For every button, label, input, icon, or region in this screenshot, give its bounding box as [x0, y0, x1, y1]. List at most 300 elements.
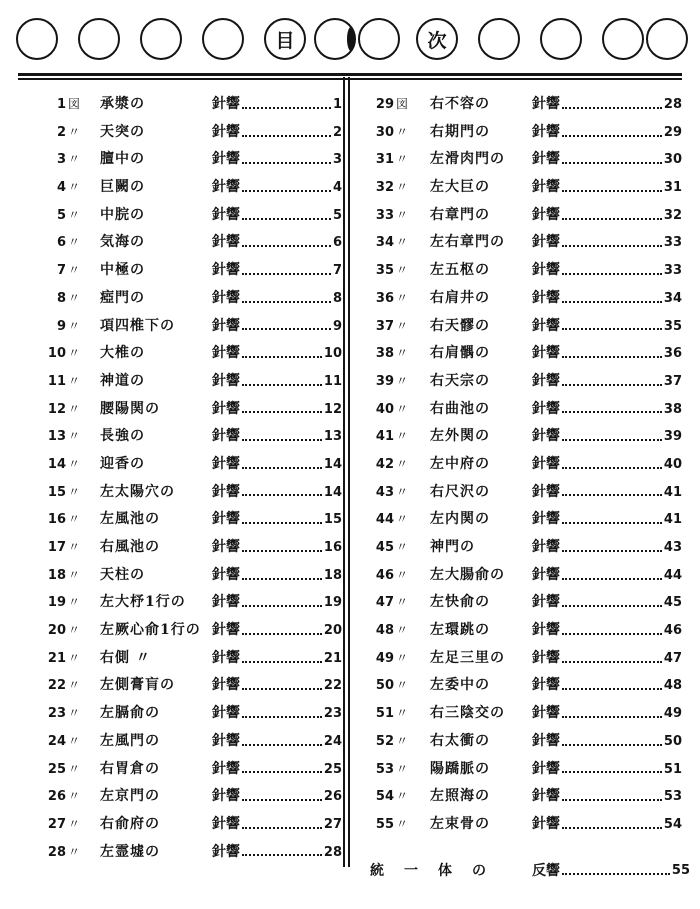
entry-number: 37	[375, 318, 394, 334]
column-divider	[348, 77, 350, 867]
entry-leader	[212, 589, 342, 617]
entry-figure-mark: 〃	[396, 318, 409, 333]
entry-figure-mark: 〃	[68, 456, 81, 471]
entry-page: 33	[663, 235, 682, 251]
entry-leader	[212, 811, 342, 839]
entry-leader	[532, 857, 690, 885]
entry-term: 針響	[532, 815, 560, 832]
dot-leader	[242, 245, 331, 247]
entry-name: 左京門の	[100, 788, 160, 805]
dot-leader	[242, 744, 322, 746]
dot-leader	[242, 799, 322, 801]
entry-number: 23	[47, 706, 66, 722]
toc-entry	[362, 396, 690, 424]
dot-leader	[562, 633, 662, 635]
entry-name: 中脘の	[100, 206, 145, 223]
entry-leader	[532, 340, 682, 368]
entry-page: 47	[663, 650, 682, 666]
toc-entry	[362, 285, 690, 313]
entry-name: 左中府の	[430, 455, 490, 472]
toc-entry	[18, 783, 346, 811]
toc-entry	[362, 506, 690, 534]
entry-term: 針響	[212, 123, 240, 140]
entry-number: 41	[375, 429, 394, 445]
toc-entry	[362, 700, 690, 728]
entry-number: 29	[375, 97, 394, 112]
entry-name: 腰陽関の	[100, 400, 160, 417]
entry-term: 針響	[212, 594, 240, 611]
entry-figure-mark: 〃	[396, 678, 409, 693]
entry-leader	[212, 174, 342, 202]
entry-page: 19	[323, 595, 342, 611]
toc-entry	[362, 783, 690, 811]
entry-term: 針響	[212, 372, 240, 389]
entry-page: 28	[323, 844, 342, 860]
entry-figure-mark: 〃	[396, 540, 409, 554]
entry-figure-mark: 〃	[68, 401, 81, 416]
entry-leader	[532, 756, 682, 784]
entry-leader	[212, 756, 342, 784]
toc-entry	[18, 91, 346, 119]
entry-name: 天柱の	[100, 566, 145, 583]
entry-page: 21	[323, 650, 342, 666]
entry-term: 針響	[212, 428, 240, 445]
entry-name: 左束骨の	[430, 815, 490, 832]
toc-entry	[18, 229, 346, 257]
entry-term: 針響	[212, 151, 240, 168]
toc-entry	[362, 451, 690, 479]
dot-leader	[242, 356, 322, 358]
dot-leader	[242, 550, 322, 552]
toc-entry	[362, 811, 690, 839]
entry-name: 左大巨の	[430, 179, 490, 196]
entry-term: 針響	[212, 539, 240, 555]
dot-leader	[562, 605, 662, 607]
entry-term: 針響	[532, 677, 560, 694]
entry-figure-mark: 〃	[68, 512, 81, 527]
toc-entry	[18, 285, 346, 313]
entry-term: 針響	[532, 511, 560, 528]
entry-leader	[212, 617, 342, 645]
toc-entry	[18, 672, 346, 700]
entry-page: 46	[663, 623, 682, 639]
entry-page: 36	[663, 346, 682, 362]
toc-entry	[18, 340, 346, 368]
entry-leader	[212, 396, 342, 424]
entry-name: 長強の	[100, 428, 145, 445]
dot-leader	[562, 771, 662, 773]
toc-entry	[362, 728, 690, 756]
entry-page: 55	[671, 863, 690, 878]
entry-term: 針響	[212, 289, 240, 306]
dot-leader	[242, 273, 331, 275]
entry-page: 49	[663, 706, 682, 722]
dot-leader	[242, 439, 322, 441]
entry-number: 53	[375, 761, 394, 777]
entry-term: 針響	[532, 179, 560, 196]
toc-entry	[362, 146, 690, 174]
entry-number: 54	[375, 789, 394, 805]
entry-page: 22	[323, 678, 342, 694]
entry-term: 針響	[532, 206, 560, 223]
header-circle	[602, 18, 644, 60]
entry-page: 1	[332, 97, 342, 112]
entry-figure-mark: 〃	[68, 235, 81, 250]
entry-leader	[212, 423, 342, 451]
entry-figure-mark: 〃	[68, 124, 81, 139]
entry-figure-mark: 〃	[68, 180, 81, 195]
entry-term: 針響	[212, 511, 240, 528]
entry-figure-mark: 〃	[68, 290, 81, 305]
entry-number: 28	[47, 844, 66, 860]
toc-entry	[362, 229, 690, 257]
entry-number: 2	[56, 124, 66, 140]
entry-leader	[532, 783, 682, 811]
entry-figure-mark: 〃	[396, 595, 409, 610]
entry-term: 針響	[532, 234, 560, 251]
entry-name: 左風池の	[100, 511, 160, 528]
entry-leader	[212, 313, 342, 341]
entry-page: 29	[663, 124, 682, 140]
entry-page: 23	[323, 706, 342, 722]
entry-name: 左大杼1行の	[100, 594, 186, 611]
entry-page: 4	[332, 180, 342, 196]
entry-number: 13	[47, 429, 66, 445]
dot-leader	[562, 301, 662, 303]
entry-number: 17	[47, 540, 66, 555]
entry-page: 40	[663, 456, 682, 472]
dot-leader	[562, 411, 662, 413]
dot-leader	[562, 135, 662, 137]
entry-name: 左太陽穴の	[100, 483, 175, 500]
entry-leader	[532, 285, 682, 313]
dot-leader	[562, 328, 662, 330]
entry-leader	[532, 396, 682, 424]
entry-term: 針響	[212, 206, 240, 223]
entry-page: 7	[332, 263, 342, 279]
entry-number: 55	[375, 816, 394, 832]
entry-leader	[212, 645, 342, 673]
dot-leader	[562, 873, 670, 875]
dot-leader	[562, 162, 662, 164]
entry-page: 30	[663, 152, 682, 168]
toc-entry	[18, 174, 346, 202]
entry-page: 14	[323, 456, 342, 472]
entry-page: 3	[332, 152, 342, 168]
entry-number: 12	[47, 401, 66, 417]
entry-number: 49	[375, 650, 394, 666]
toc-entry	[362, 645, 690, 673]
entry-page: 14	[323, 484, 342, 500]
toc-entry	[362, 534, 690, 562]
entry-name: 左膈俞の	[100, 705, 160, 722]
entry-number: 44	[375, 512, 394, 528]
entry-name: 大椎の	[100, 345, 145, 362]
entry-figure-mark: 〃	[68, 844, 81, 859]
toc-entry	[362, 340, 690, 368]
entry-figure-mark: 〃	[396, 789, 409, 804]
entry-term: 針響	[532, 317, 560, 334]
entry-page: 41	[663, 484, 682, 500]
entry-name: 左快俞の	[430, 594, 490, 611]
entry-leader	[532, 257, 682, 285]
entry-number: 7	[56, 263, 66, 279]
toc-entry	[18, 146, 346, 174]
entry-number: 32	[375, 180, 394, 196]
toc-entry	[362, 257, 690, 285]
toc-column-left	[18, 91, 346, 866]
dot-leader	[242, 218, 331, 220]
entry-leader	[532, 700, 682, 728]
entry-name: 左霊墟の	[100, 843, 160, 860]
entry-name: 右三陰交の	[430, 705, 505, 722]
entry-figure-mark: 〃	[68, 623, 81, 638]
entry-leader	[532, 645, 682, 673]
toc-entry	[362, 756, 690, 784]
entry-term: 針響	[212, 455, 240, 472]
entry-term: 針響	[212, 760, 240, 777]
header-circle	[202, 18, 244, 60]
entry-term: 針響	[212, 677, 240, 694]
entry-leader	[212, 119, 342, 147]
entry-leader	[212, 202, 342, 230]
entry-leader	[212, 728, 342, 756]
entry-figure-mark: 図	[68, 97, 81, 111]
entry-figure-mark: 〃	[68, 484, 81, 499]
entry-page: 39	[663, 429, 682, 445]
entry-leader	[532, 368, 682, 396]
entry-figure-mark: 〃	[396, 235, 409, 250]
entry-number: 8	[56, 290, 66, 306]
entry-page: 9	[332, 318, 342, 334]
header-rule-thin	[18, 78, 682, 80]
entry-term: 針響	[532, 400, 560, 417]
header-circle	[358, 18, 400, 60]
entry-term: 針響	[532, 428, 560, 445]
toc-entry	[362, 119, 690, 147]
entry-number: 3	[56, 152, 66, 168]
entry-number: 6	[56, 235, 66, 251]
entry-number: 26	[47, 789, 66, 805]
entry-number: 43	[375, 484, 394, 500]
entry-term: 針響	[532, 262, 560, 279]
entry-number: 48	[375, 623, 394, 639]
entry-leader	[532, 146, 682, 174]
dot-leader	[562, 744, 662, 746]
entry-figure-mark: 〃	[68, 650, 81, 665]
entry-term: 針響	[212, 732, 240, 749]
entry-name: 迎香の	[100, 455, 145, 472]
entry-page: 8	[332, 290, 342, 306]
entry-page: 28	[663, 97, 682, 112]
dot-leader	[242, 384, 322, 386]
entry-page: 35	[663, 318, 682, 334]
entry-name: 神門の	[430, 539, 475, 555]
toc-entry	[18, 534, 346, 562]
entry-number: 15	[47, 484, 66, 500]
entry-term: 針響	[212, 843, 240, 860]
entry-leader	[532, 617, 682, 645]
entry-term: 反響	[532, 863, 560, 879]
entry-term: 針響	[532, 732, 560, 749]
entry-number: 11	[47, 373, 66, 389]
dot-leader	[242, 661, 322, 663]
entry-figure-mark: 〃	[68, 789, 81, 804]
dot-leader	[562, 494, 662, 496]
dot-leader	[242, 716, 322, 718]
entry-leader	[212, 839, 342, 867]
entry-term: 針響	[212, 179, 240, 196]
entry-page: 43	[663, 540, 682, 555]
toc-entry	[18, 811, 346, 839]
entry-term: 針響	[212, 345, 240, 362]
entry-term: 針響	[212, 400, 240, 417]
entry-figure-mark: 〃	[396, 152, 409, 167]
entry-page: 20	[323, 623, 342, 639]
entry-term: 針響	[532, 705, 560, 722]
entry-page: 41	[663, 512, 682, 528]
toc-entry	[362, 91, 690, 119]
entry-name: 右胃倉の	[100, 760, 160, 777]
entry-leader	[532, 811, 682, 839]
entry-number: 19	[47, 595, 66, 611]
entry-number: 36	[375, 290, 394, 306]
entry-leader	[212, 700, 342, 728]
dot-leader	[242, 522, 322, 524]
dot-leader	[242, 633, 322, 635]
entry-number: 25	[47, 761, 66, 777]
toc-entry	[362, 617, 690, 645]
entry-name: 右不容の	[430, 96, 490, 112]
entry-number: 9	[56, 318, 66, 334]
entry-number: 46	[375, 567, 394, 583]
entry-page: 25	[323, 761, 342, 777]
entry-figure-mark: 〃	[396, 373, 409, 388]
entry-term: 針響	[212, 788, 240, 805]
entry-number: 10	[47, 346, 66, 362]
entry-figure-mark: 〃	[68, 678, 81, 693]
entry-number: 50	[375, 678, 394, 694]
entry-leader	[212, 506, 342, 534]
entry-figure-mark: 〃	[68, 816, 81, 831]
toc-entry	[362, 368, 690, 396]
entry-term: 針響	[212, 649, 240, 666]
header-circle	[478, 18, 520, 60]
entry-number: 16	[47, 512, 66, 528]
entry-page: 16	[323, 540, 342, 555]
entry-figure-mark: 〃	[396, 180, 409, 195]
entry-page: 18	[323, 567, 342, 583]
toc-entry	[18, 728, 346, 756]
entry-term: 針響	[532, 345, 560, 362]
entry-page: 48	[663, 678, 682, 694]
dot-leader	[562, 550, 662, 552]
entry-figure-mark: 〃	[396, 567, 409, 582]
entry-figure-mark: 〃	[396, 456, 409, 471]
entry-figure-mark: 〃	[68, 207, 81, 222]
dot-leader	[562, 273, 662, 275]
entry-leader	[532, 174, 682, 202]
dot-leader	[562, 716, 662, 718]
entry-page: 38	[663, 401, 682, 417]
dot-leader	[242, 301, 331, 303]
dot-leader	[562, 688, 662, 690]
header-circle	[78, 18, 120, 60]
dot-leader	[242, 605, 322, 607]
entry-name: 右肩髃の	[430, 345, 490, 362]
entry-number: 22	[47, 678, 66, 694]
header-title-right: 次	[416, 18, 458, 60]
dot-leader	[242, 135, 331, 137]
entry-name: 右天髎の	[430, 317, 490, 334]
entry-leader	[532, 562, 682, 590]
entry-name: 承漿の	[100, 96, 145, 112]
entry-figure-mark: 〃	[68, 346, 81, 361]
entry-name: 陽蹻脈の	[430, 760, 490, 777]
toc-entry	[18, 839, 346, 867]
entry-leader	[212, 451, 342, 479]
entry-figure-mark: 〃	[68, 733, 81, 748]
entry-leader	[532, 589, 682, 617]
entry-leader	[532, 119, 682, 147]
entry-leader	[212, 783, 342, 811]
dot-leader	[562, 384, 662, 386]
toc-entry	[362, 589, 690, 617]
entry-figure-mark: 〃	[68, 567, 81, 582]
toc-entry	[18, 700, 346, 728]
entry-leader	[532, 479, 682, 507]
entry-name: 左環跳の	[430, 622, 490, 639]
entry-term: 針響	[532, 566, 560, 583]
toc-entry	[362, 423, 690, 451]
entry-page: 2	[332, 124, 342, 140]
entry-number: 30	[375, 124, 394, 140]
toc-entry	[18, 589, 346, 617]
entry-page: 12	[323, 401, 342, 417]
entry-figure-mark: 〃	[68, 318, 81, 333]
entry-name: 統一体の	[370, 863, 506, 879]
entry-number: 42	[375, 456, 394, 472]
entry-figure-mark: 〃	[396, 733, 409, 748]
entry-figure-mark: 〃	[396, 290, 409, 305]
entry-page: 45	[663, 595, 682, 611]
entry-figure-mark: 〃	[68, 706, 81, 721]
entry-number: 34	[375, 235, 394, 251]
entry-number: 38	[375, 346, 394, 362]
entry-term: 針響	[212, 705, 240, 722]
entry-figure-mark: 〃	[396, 401, 409, 416]
entry-figure-mark: 図	[396, 97, 409, 111]
toc-entry	[18, 396, 346, 424]
entry-figure-mark: 〃	[68, 761, 81, 776]
header-circle	[16, 18, 58, 60]
entry-term: 針響	[212, 483, 240, 500]
entry-figure-mark: 〃	[396, 207, 409, 222]
entry-leader	[212, 146, 342, 174]
toc-entry	[18, 368, 346, 396]
entry-name: 気海の	[100, 234, 145, 251]
header-rule	[18, 73, 682, 76]
dot-leader	[242, 328, 331, 330]
entry-name: 項四椎下の	[100, 317, 175, 334]
entry-term: 針響	[212, 815, 240, 832]
dot-leader	[242, 827, 322, 829]
entry-name: 右太衝の	[430, 732, 490, 749]
entry-term: 針響	[212, 262, 240, 279]
dot-leader	[562, 439, 662, 441]
entry-term: 針響	[212, 96, 240, 112]
dot-leader	[242, 162, 331, 164]
